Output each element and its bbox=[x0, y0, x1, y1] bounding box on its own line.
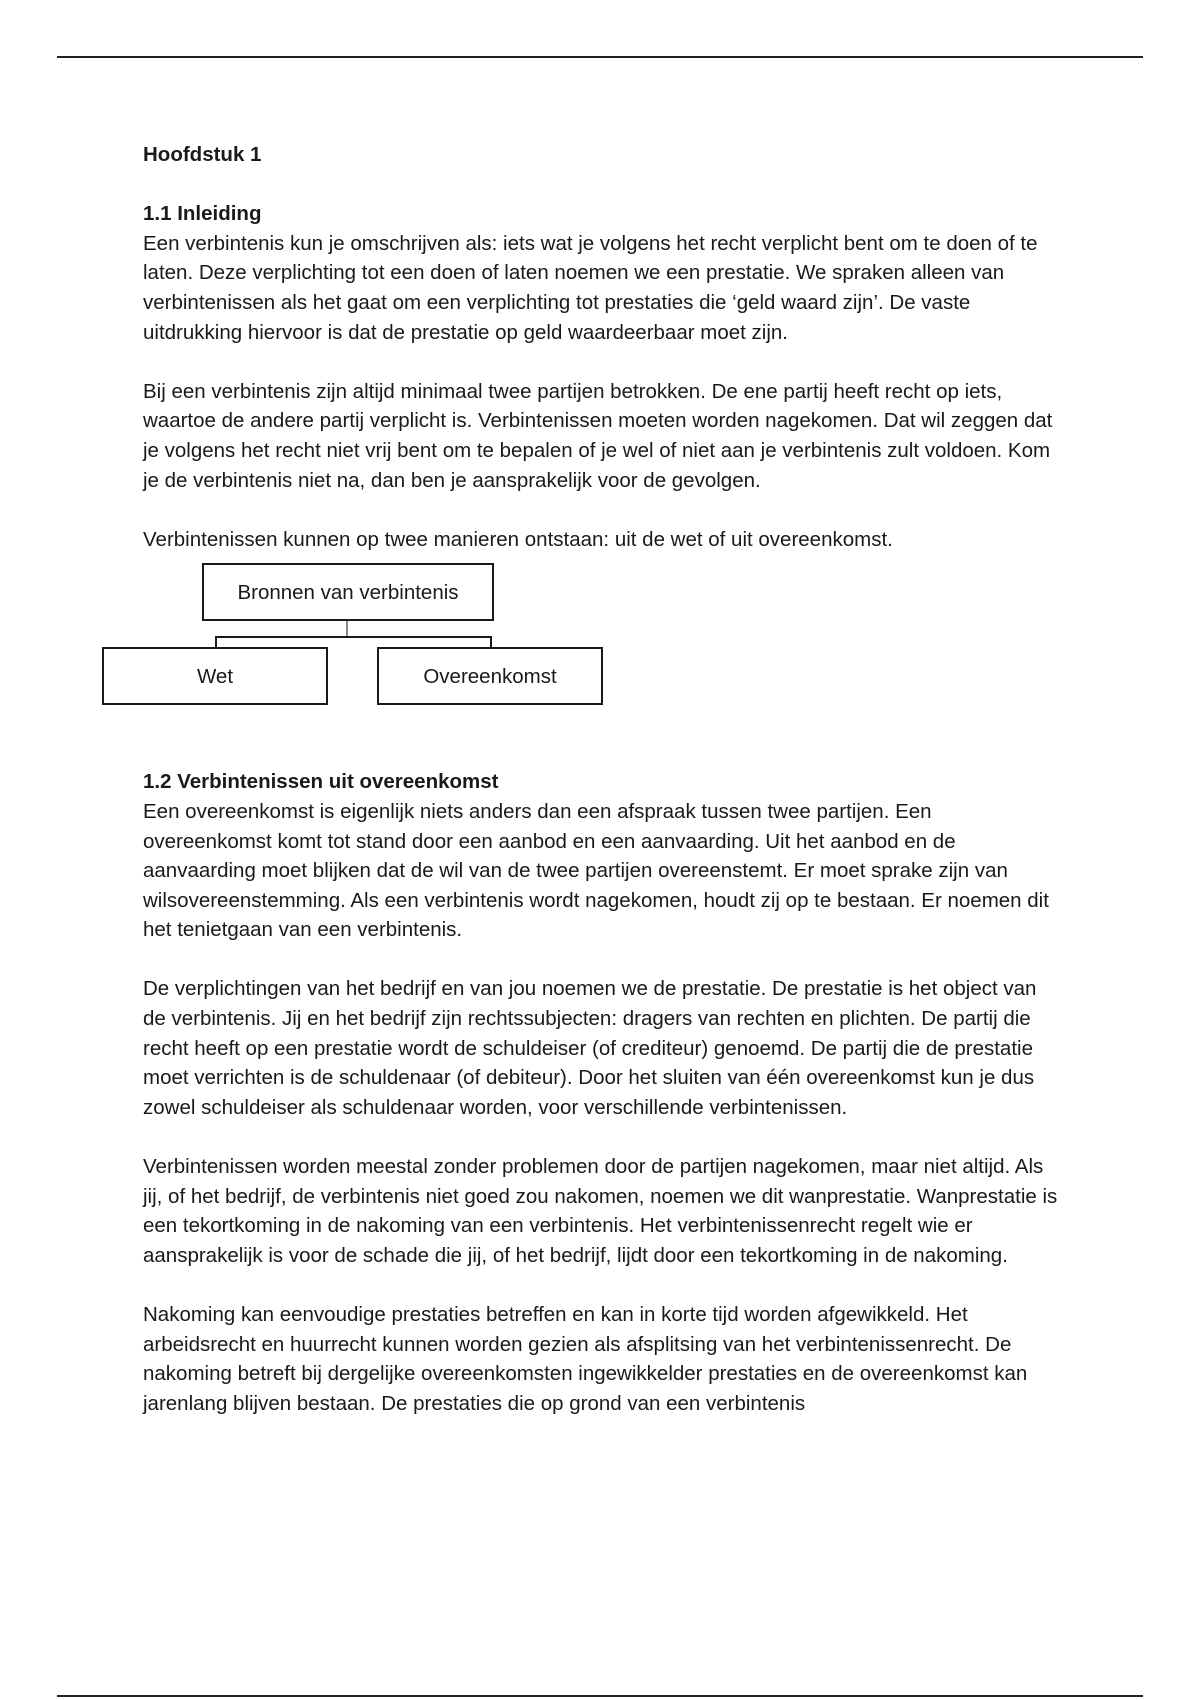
diagram-root-box: Bronnen van verbintenis bbox=[202, 563, 494, 621]
diagram-box-wet: Wet bbox=[102, 647, 328, 705]
section-2-paragraph: Een overeenkomst is eigenlijk niets anders dan een afspraak tussen twee partijen. Een overeenkomst komt tot stand door een aanbod en een aanvaarding. Uit het aanbod en de aanvaarding moet blijken dat de wil van de twee partijen overeenstemt. Er moet sprake zijn van wilsovereenstemming. Als een verbintenis wordt nagekomen, houdt zij op te bestaan. Er noemen dit het tenietgaan van een verbintenis. bbox=[143, 799, 1049, 942]
section-1-paragraph: Verbintenissen kunnen op twee manieren ontstaan: uit de wet of uit overeenkomst. bbox=[143, 527, 893, 551]
diagram-connector bbox=[215, 636, 492, 638]
section-1-paragraph: Bij een verbintenis zijn altijd minimaal twee partijen betrokken. De ene partij heeft recht op iets, waartoe de andere partij verplicht is. Verbintenissen moeten worden nagekomen. Dat wil zeggen dat je volgens het recht niet vrij bent om te bepalen of je wel of niet aan je verbintenis zult voldoen. Kom je de verbintenis niet na, dan ben je aansprakelijk voor de gevolgen. bbox=[143, 379, 1053, 492]
section-2-paragraph: De verplichtingen van het bedrijf en van jou noemen we de prestatie. De prestatie is het object van de verbintenis. Jij en het bedrijf zijn rechtssubjecten: dragers van rechten en plichten. De partij die recht heeft op een prestatie wordt de schuldeiser (of crediteur) genoemd. De partij die de prestatie moet verrichten is de schuldenaar (of debiteur). Door het sluiten van één overeenkomst kun je dus zowel schuldeiser als schuldenaar worden, voor verschillende verbintenissen. bbox=[143, 977, 1037, 1119]
footer-rule bbox=[57, 1695, 1143, 1697]
header-rule bbox=[57, 56, 1143, 58]
document-body bbox=[143, 140, 1063, 1418]
section-2-paragraph: Verbintenissen worden meestal zonder problemen door de partijen nagekomen, maar niet altijd. Als jij, of het bedrijf, de verbintenis niet goed zou nakomen, noemen we dit wanprestatie. Wanprestatie is een tekortkoming in de nakoming van een verbintenis. Het verbintenissenrecht regelt wie er aansprakelijk is voor de schade die jij, of het bedrijf, lijdt door een tekortkoming in de nakoming. bbox=[143, 1155, 1058, 1267]
chapter-title: Hoofdstuk 1 bbox=[143, 143, 262, 166]
diagram-connector bbox=[346, 621, 348, 637]
diagram-box-overeenkomst: Overeenkomst bbox=[377, 647, 603, 705]
sources-diagram bbox=[143, 563, 1063, 739]
section-1-title: 1.1 Inleiding bbox=[143, 202, 262, 226]
section-2-paragraph: Nakoming kan eenvoudige prestaties betreffen en kan in korte tijd worden afgewikkeld. Het arbeidsrecht en huurrecht kunnen worden gezien als afsplitsing van het verbintenissenrecht. De nakoming betreft bij dergelijke overeenkomsten ingewikkelder prestaties en de overeenkomst kan jarenlang blijven bestaan. De prestaties die op grond van een verbintenis bbox=[143, 1303, 1028, 1415]
section-1-paragraph: Een verbintenis kun je omschrijven als: iets wat je volgens het recht verplicht bent om te doen of te laten. Deze verplichting tot een doen of laten noemen we een prestatie. We spraken alleen van verbintenissen als het gaat om een verplichting tot prestaties die ‘geld waard zijn’. De vaste uitdrukking hiervoor is dat de prestatie op geld waardeerbaar moet zijn. bbox=[143, 231, 1038, 344]
section-2-title: 1.2 Verbintenissen uit overeenkomst bbox=[143, 770, 499, 794]
